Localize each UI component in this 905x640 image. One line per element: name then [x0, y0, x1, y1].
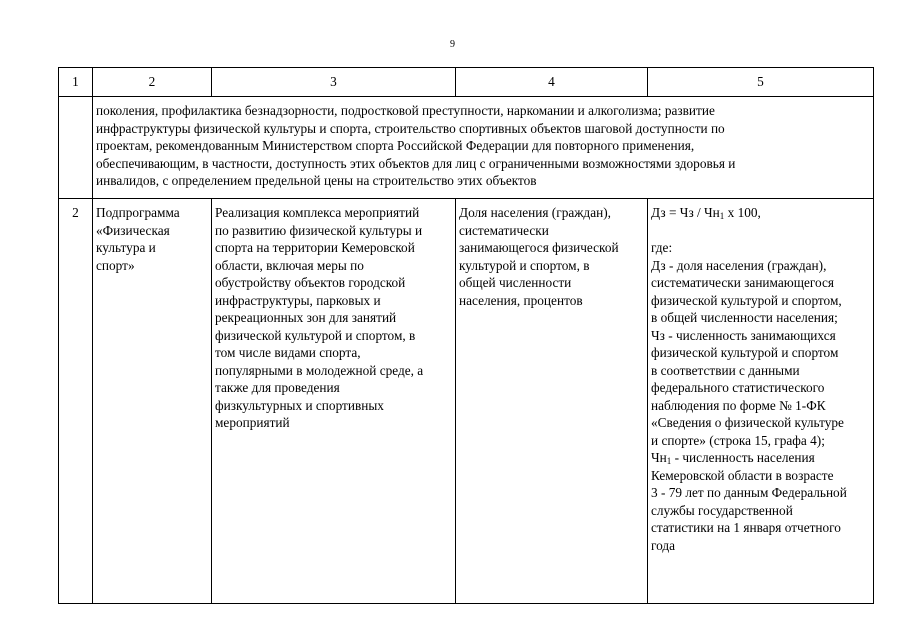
page-number: 9 — [450, 39, 455, 50]
definition-line: года — [651, 537, 676, 553]
continuation-rownum-cell — [59, 97, 93, 199]
definition-line: физической культурой и спортом — [651, 345, 839, 360]
activity-line: физкультурных и спортивных — [215, 397, 384, 413]
column-header-1: 1 — [59, 68, 93, 97]
definition-line: Кемеровской области в возрасте — [651, 467, 834, 483]
subprogram-line: Подпрограмма — [96, 205, 180, 220]
formula-lhs: Дз = Чз / Чн — [651, 205, 720, 220]
subprogram-line: культура и — [96, 240, 156, 255]
column-header-2: 2 — [93, 68, 212, 97]
indicator-table — [58, 67, 874, 604]
continuation-line: проектам, рекомендованным Министерством спорта Российской Федерации для повторного применения, — [96, 138, 695, 153]
activity-line: области, включая меры по — [215, 257, 364, 273]
indicator-line: культурой и спортом, в — [459, 257, 590, 273]
activity-line: физической культурой и спортом, в — [215, 327, 416, 343]
continuation-line: инфраструктуры физической культуры и спорта, строительство спортивных объектов шаговой доступности по — [96, 120, 725, 136]
table-header-row — [59, 68, 874, 97]
activity-line: также для проведения — [215, 380, 340, 395]
column-header-3: 3 — [212, 68, 456, 97]
formula-rhs: x 100, — [724, 205, 761, 220]
continuation-line: инвалидов, с определением предельной цены на строительство этих объектов — [96, 173, 537, 188]
definition-line: физической культурой и спортом, — [651, 292, 842, 308]
table-row — [59, 199, 874, 604]
continuation-row — [59, 97, 874, 199]
continuation-line: поколения, профилактика безнадзорности, подростковой преступности, наркомании и алкоголизма; развитие — [96, 103, 715, 118]
formula-subscript: 1 — [719, 211, 725, 221]
definition-line: 3 - 79 лет по данным Федеральной — [651, 485, 847, 500]
indicator-line: систематически — [459, 222, 549, 238]
activity-line: мероприятий — [215, 415, 290, 430]
definition-line: Дз - доля населения (граждан), — [651, 257, 827, 273]
indicator-line: населения, процентов — [459, 292, 583, 308]
row-number: 2 — [59, 199, 93, 604]
activity-line: инфраструктуры, парковых и — [215, 292, 381, 308]
indicator-line: занимающегося физической — [459, 240, 619, 255]
activity-line: спорта на территории Кемеровской — [215, 240, 415, 255]
definition-line: службы государственной — [651, 502, 793, 518]
definition-line: и спорте» (строка 15, графа 4); — [651, 432, 825, 448]
definition-line: «Сведения о физической культуре — [651, 415, 844, 430]
formula-line — [651, 204, 870, 222]
subprogram-line: спорт» — [96, 257, 135, 273]
activity-line: по развитию физической культуры и — [215, 222, 423, 238]
definition-line: систематически занимающегося — [651, 275, 834, 290]
chn-suffix: - численность населения — [671, 450, 815, 465]
chn-definition-line — [651, 449, 870, 467]
blank-line — [651, 222, 870, 240]
indicator-line: общей численности — [459, 275, 572, 290]
continuation-line: обеспечивающим, в частности, доступность этих объектов для лиц с ограниченными возможностями здоровья и — [96, 155, 736, 171]
activity-line: том числе видами спорта, — [215, 345, 361, 360]
column-header-5: 5 — [648, 68, 874, 97]
definition-line: в соответствии с данными — [651, 362, 800, 378]
definition-line: Чз - численность занимающихся — [651, 327, 836, 343]
definition-line: в общей численности населения; — [651, 310, 838, 325]
indicator-line: Доля населения (граждан), — [459, 205, 611, 220]
chn-prefix: Чн — [651, 450, 667, 465]
formula-cell — [648, 199, 874, 604]
subprogram-cell — [93, 199, 212, 604]
indicator-cell — [456, 199, 648, 604]
definition-line: статистики на 1 января отчетного — [651, 520, 841, 535]
activity-line: популярными в молодежной среде, а — [215, 362, 424, 378]
continuation-text-cell — [93, 97, 874, 199]
activity-cell — [212, 199, 456, 604]
activity-line: Реализация комплекса мероприятий — [215, 205, 420, 220]
definition-line: наблюдения по форме № 1-ФК — [651, 397, 826, 413]
subprogram-line: «Физическая — [96, 222, 170, 238]
chn-subscript: 1 — [666, 456, 672, 466]
definition-line: федерального статистического — [651, 380, 825, 395]
activity-line: рекреационных зон для занятий — [215, 310, 397, 325]
activity-line: обустройству объектов городской — [215, 275, 406, 290]
column-header-4: 4 — [456, 68, 648, 97]
where-label: где: — [651, 240, 673, 255]
